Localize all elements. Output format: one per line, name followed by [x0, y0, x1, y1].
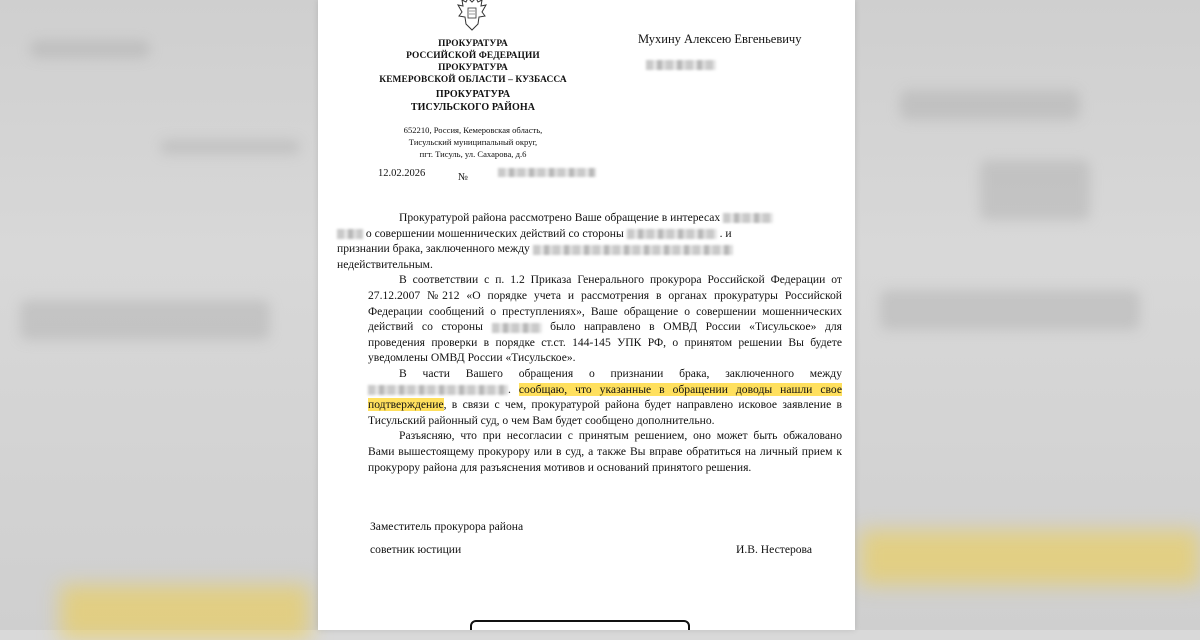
background-highlight-blur	[860, 530, 1200, 585]
signer-rank: советник юстиции	[370, 543, 462, 556]
letter-date: 12.02.2026	[378, 168, 426, 179]
district-line1: ПРОКУРАТУРА	[435, 89, 511, 100]
background-smudge	[160, 140, 300, 154]
redacted-name	[492, 323, 542, 333]
paragraph-4: Разъясняю, что при несогласии с принятым решением, оно может быть обжаловано Вами вышестоящему прокурору или в суд, а также Вы вправе обратиться на личный прием к прокурору района для разъяснения мотивов и оснований принятого решения.	[368, 429, 842, 474]
org-address	[388, 124, 558, 160]
regional-org-name	[358, 62, 588, 86]
letter-number-label: №	[458, 172, 469, 183]
redacted-recipient-address	[646, 60, 716, 70]
redacted-names	[368, 385, 508, 395]
background-smudge	[30, 40, 150, 58]
highlighted-conclusion: сообщаю, что указанные в обращении доводы нашли свое подтверждение	[368, 382, 842, 412]
background-smudge	[980, 160, 1090, 220]
p1-text-b: о совершении мошеннических действий со стороны	[365, 226, 624, 240]
p1-text-e: недействительным.	[337, 257, 433, 271]
district-line2: ТИСУЛЬСКОГО РАЙОНА	[410, 102, 536, 113]
regional-line1: ПРОКУРАТУРА	[438, 63, 508, 73]
redacted-names	[533, 245, 733, 255]
p3-text-c: , в связи с чем, прокуратурой района будет направлено исковое заявление в Тисульский районный суд, о чем Вам будет сообщено дополнительно.	[368, 398, 842, 427]
address-line3: пгт. Тисуль, ул. Сахарова, д.6	[419, 149, 527, 159]
paragraph-1	[337, 210, 842, 272]
paragraph-2	[368, 272, 842, 366]
background-smudge	[20, 300, 270, 340]
redacted-number	[498, 168, 596, 177]
org-line2: РОССИЙСКОЙ ФЕДЕРАЦИИ	[406, 51, 540, 61]
background-highlight-blur	[60, 585, 310, 640]
redacted-name	[627, 229, 717, 239]
district-org-name	[358, 88, 588, 114]
address-line1: 652210, Россия, Кемеровская область,	[403, 125, 543, 135]
background-smudge	[880, 290, 1140, 330]
p2-text-b: было направлено в ОМВД России «Тисульское» для проведения проверки в порядке ст.ст. 144-145 УПК РФ, о принятом решении Вы будете уведомлены ОМВД России «Тисульское».	[368, 320, 843, 365]
signer-position: Заместитель прокурора района	[370, 520, 524, 533]
p3-text-a: В части Вашего обращения о признании брака, заключенного между	[399, 366, 842, 380]
coat-of-arms-icon	[456, 0, 488, 34]
p2-text-a: В соответствии с п. 1.2 Приказа Генерального прокурора Российской Федерации от 27.12.2007 №212 «О порядке учета и рассмотрения в органах прокуратуры Российской Федерации сообщений о преступлениях», Ваше обращение о совершении мошеннических действий со стороны	[368, 273, 842, 334]
background-smudge	[900, 90, 1080, 120]
address-line2: Тисульский муниципальный округ,	[408, 137, 538, 147]
signature-stamp-frame	[470, 620, 690, 630]
recipient-name: Мухину Алексею Евгеньевичу	[638, 32, 802, 46]
paragraph-3: В части Вашего обращения о признании брака, заключенного между . сообщаю, что указанные в обращении доводы нашли свое подтверждение, в связи с чем, прокуратурой района будет направлено исковое заявление в Тисульский районный суд, о чем Вам будет сообщено дополнительно.	[368, 366, 842, 427]
signer-name: И.В. Нестерова	[736, 543, 813, 556]
regional-line2: КЕМЕРОВСКОЙ ОБЛАСТИ – КУЗБАССА	[379, 75, 567, 85]
org-name	[358, 38, 588, 62]
redacted-name	[337, 229, 363, 239]
p1-text-c: . и	[719, 226, 732, 240]
document-page	[318, 0, 855, 630]
p1-text-a: Прокуратурой района рассмотрено Ваше обращение в интересах	[399, 211, 721, 224]
p1-text-d: признании брака, заключенного между	[337, 242, 530, 256]
org-line1: ПРОКУРАТУРА	[438, 39, 508, 49]
letter-body	[337, 210, 843, 475]
redacted-name	[723, 213, 773, 223]
